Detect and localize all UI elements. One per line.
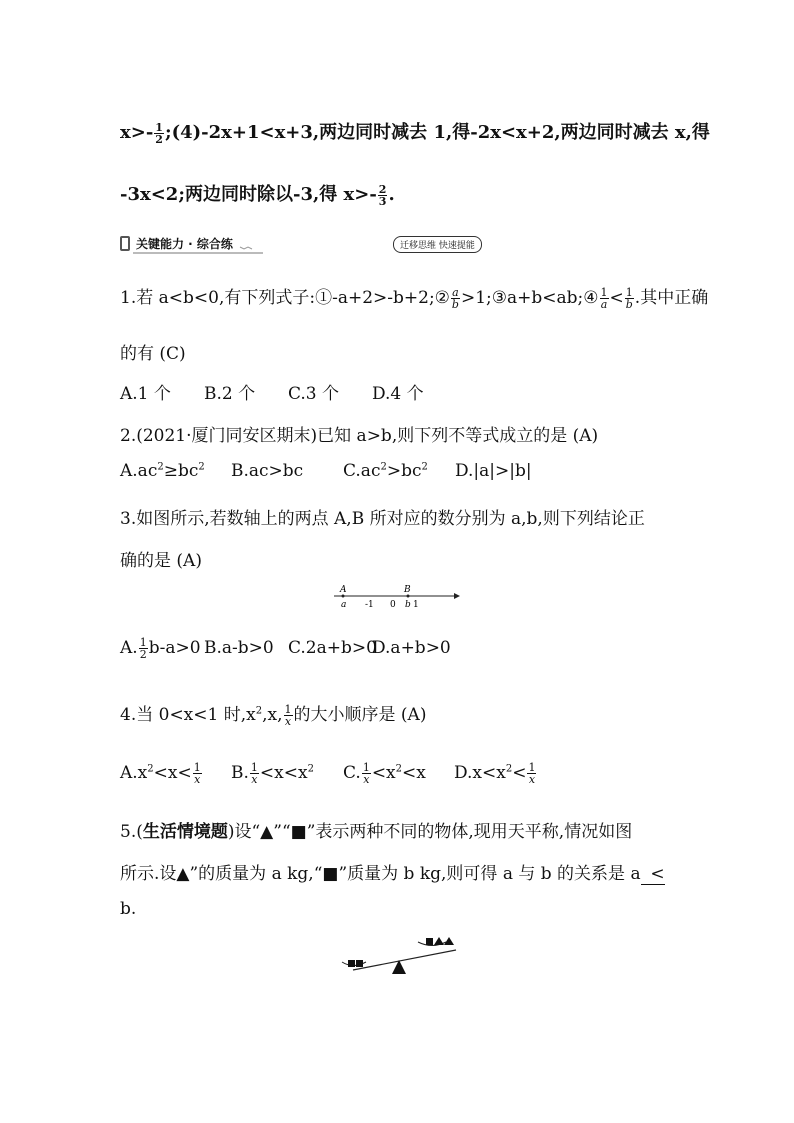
option-b: B.2 个	[204, 384, 256, 404]
square-object	[356, 960, 363, 967]
text: A.ac	[120, 461, 158, 481]
question-1-options	[120, 379, 424, 404]
text: >bc	[386, 461, 422, 481]
text: .	[388, 184, 395, 205]
fraction	[250, 762, 259, 785]
numerator: 1	[625, 286, 633, 299]
square-object	[426, 938, 433, 945]
numerator: 1	[139, 636, 147, 649]
text: .其中正确	[634, 288, 709, 308]
number-line-figure	[332, 582, 472, 612]
text: 4.当 0<x<1 时,x	[120, 705, 256, 725]
text: D.x<x	[454, 763, 506, 783]
text: C.	[343, 763, 361, 783]
numerator: 1	[155, 120, 163, 134]
section-header	[118, 233, 503, 255]
text: ≥bc	[163, 461, 199, 481]
denominator: x	[194, 773, 201, 786]
question-4	[120, 700, 426, 727]
text: 的大小顺序是 (A)	[293, 705, 427, 725]
balance-scale-figure	[338, 934, 468, 982]
superscript: 2	[380, 461, 387, 473]
numerator: a	[452, 286, 459, 299]
text: <	[609, 288, 624, 308]
question-tag: 生活情境题	[142, 822, 228, 842]
option-c	[343, 461, 455, 481]
text: 1.若 a<b<0,有下列式子:①-a+2>-b+2;②	[120, 288, 450, 308]
superscript: 2	[395, 763, 403, 775]
solution-line-2	[120, 180, 395, 207]
question-1-line-2: 的有 (C)	[120, 344, 186, 364]
option-b: B.ac>bc	[231, 461, 304, 481]
denominator: 2	[155, 132, 163, 146]
section-title: 关键能力 · 综合练	[136, 237, 233, 251]
numerator: 1	[193, 761, 201, 774]
triangle-object	[434, 937, 444, 945]
denominator: x	[284, 715, 292, 728]
question-4-options	[120, 762, 537, 785]
text: C.ac	[343, 461, 381, 481]
option-d: D.|a|>|b|	[455, 461, 532, 481]
denominator: a	[600, 298, 608, 311]
fraction	[378, 184, 388, 207]
fraction	[154, 122, 164, 145]
text: <x<x	[259, 763, 308, 783]
numerator: 1	[250, 761, 258, 774]
fraction	[451, 287, 460, 310]
option-d: D.4 个	[372, 384, 424, 404]
superscript: 2	[157, 461, 164, 473]
option-d: D.a+b>0	[372, 638, 451, 658]
option-b	[231, 762, 343, 785]
text: <x	[371, 763, 396, 783]
denominator: x	[363, 773, 370, 786]
option-a	[120, 461, 231, 481]
superscript: 2	[505, 763, 513, 775]
superscript: 2	[147, 763, 154, 775]
text: B.	[231, 763, 249, 783]
label-A: A	[340, 585, 347, 595]
fraction	[600, 287, 609, 310]
question-3-options	[120, 637, 451, 660]
label-b: b	[405, 600, 411, 610]
denominator: x	[251, 773, 258, 786]
fraction	[193, 762, 202, 785]
text: <x	[402, 763, 426, 783]
numerator: 1	[284, 703, 292, 716]
text: )设“▲”“■”表示两种不同的物体,现用天平称,情况如图	[227, 822, 633, 842]
text: ;(4)-2x+1<x+3,两边同时减去 1,得-2x<x+2,两边同时减去 x,得	[164, 122, 710, 143]
text: <	[512, 763, 527, 783]
answer-blank: <	[641, 864, 665, 885]
numerator: 1	[528, 761, 536, 774]
option-a	[120, 762, 231, 785]
label-minus-1: -1	[365, 600, 374, 610]
text: -3x<2;两边同时除以-3,得 x>-	[120, 184, 377, 205]
denominator: x	[528, 773, 536, 786]
fraction	[527, 762, 536, 785]
superscript: 2	[307, 763, 314, 775]
axis-arrow	[454, 593, 460, 599]
fraction	[625, 287, 634, 310]
question-3: 3.如图所示,若数轴上的两点 A,B 所对应的数分别为 a,b,则下列结论正	[120, 509, 645, 529]
text: <x<	[153, 763, 192, 783]
square-object	[348, 960, 355, 967]
superscript: 2	[421, 461, 428, 473]
label-zero: 0	[390, 600, 396, 610]
label-B: B	[404, 585, 411, 595]
text: A.x	[120, 763, 148, 783]
superscript: 2	[255, 705, 263, 717]
option-b: B.a-b>0	[204, 638, 274, 658]
fraction	[362, 762, 371, 785]
numerator: 1	[362, 761, 370, 774]
denominator: b	[625, 298, 633, 311]
fraction	[139, 637, 148, 660]
question-1	[120, 283, 708, 310]
superscript: 2	[198, 461, 205, 473]
text: 所示.设▲”的质量为 a kg,“■”质量为 b kg,则可得 a 与 b 的关系是 a	[120, 864, 641, 884]
option-c: C.2a+b>0	[288, 638, 377, 658]
option-c: C.3 个	[288, 384, 340, 404]
text: x>-	[120, 122, 154, 143]
text: 5.(	[120, 822, 143, 842]
question-3-line-2: 确的是 (A)	[120, 551, 202, 571]
label-one: 1	[413, 600, 419, 610]
numerator: 1	[600, 286, 608, 299]
option-c	[343, 762, 454, 785]
scale-beam	[353, 950, 456, 970]
option-d	[454, 762, 537, 785]
question-2-options	[120, 461, 532, 481]
question-5-line-2	[120, 859, 665, 885]
question-5	[120, 817, 632, 842]
section-tag: 迁移思维 快速提能	[393, 236, 482, 253]
denominator: 3	[378, 194, 387, 208]
label-a: a	[341, 600, 347, 610]
text: b-a>0	[148, 638, 201, 658]
solution-line-1	[120, 118, 710, 145]
fraction	[284, 704, 293, 727]
option-a: A.1 个	[120, 384, 171, 404]
triangle-object	[444, 937, 454, 945]
question-5-line-3: b.	[120, 899, 137, 919]
text: ,x,	[262, 705, 283, 725]
question-2: 2.(2021·厦门同安区期末)已知 a>b,则下列不等式成立的是 (A)	[120, 426, 599, 446]
denominator: 2	[139, 648, 147, 661]
option-a	[120, 637, 204, 660]
denominator: b	[451, 298, 459, 311]
text: >1;③a+b<ab;④	[460, 288, 599, 308]
text: A.	[120, 638, 138, 658]
numerator: 2	[378, 182, 387, 196]
